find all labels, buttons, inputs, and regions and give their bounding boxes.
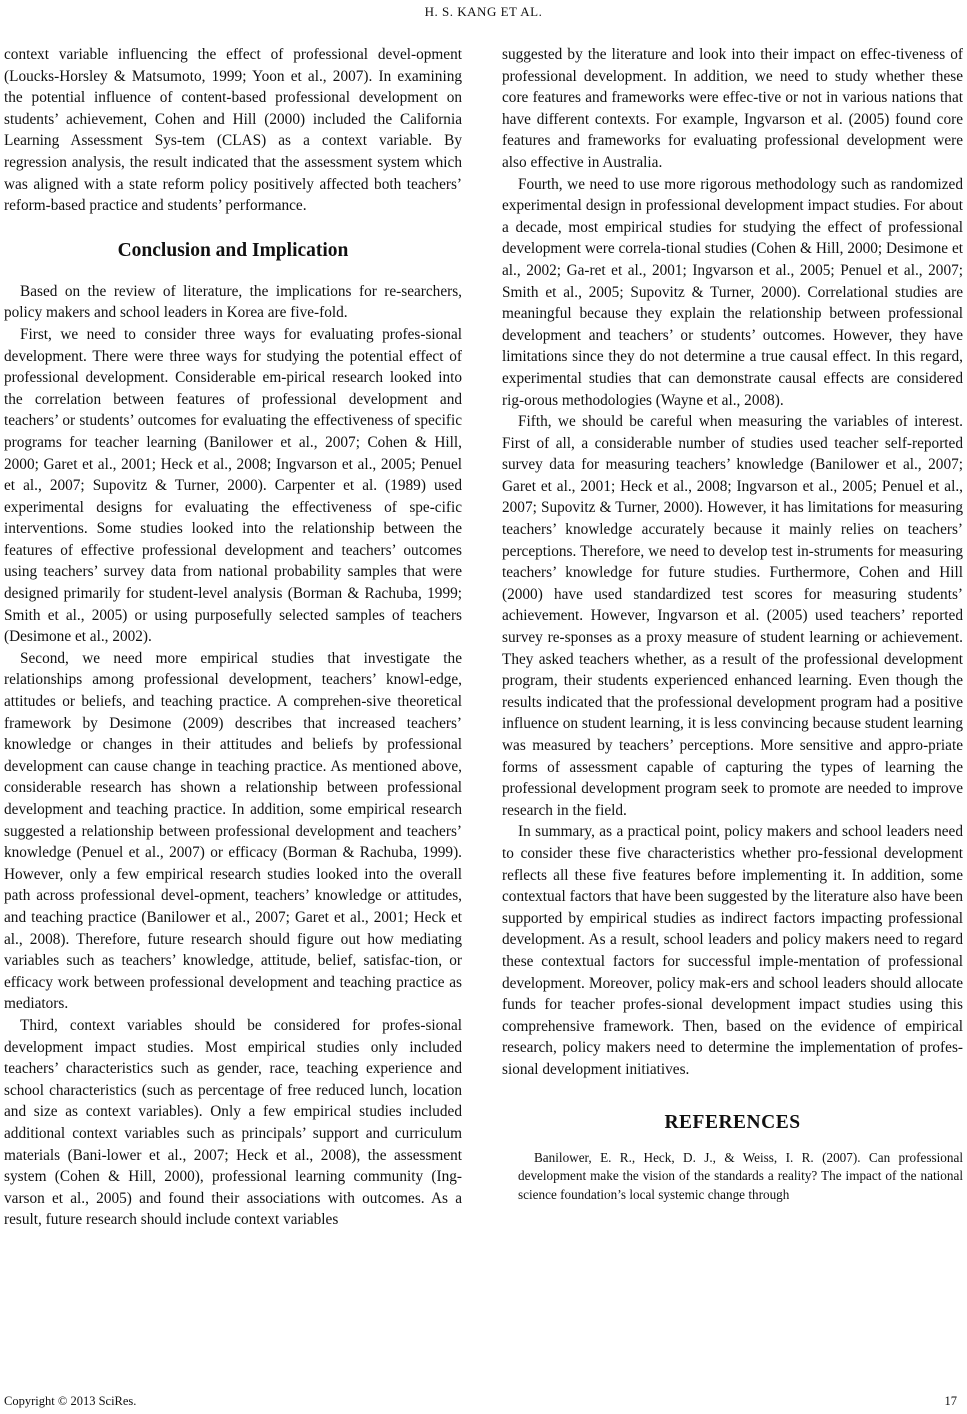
- paragraph: Second, we need more empirical studies that investigate the relationships among professional development, teachers’ knowl-edge, attitudes or beliefs, and teaching practice. A comprehen-sive theoretical framework by Desimone (2009) describes that increased teachers’ knowledge or changes in their attitudes and beliefs by professional development can cause change in teaching practice. As mentioned above, considerable research has shown a relationship between professional development and teaching practice. In addition, some empirical research suggested a relationship between professional development and teachers’ knowledge (Penuel et al., 2007) or efficacy (Borman & Rachuba, 1999). However, only a few empirical research studies looked into the overall path across professional devel-opment, teachers’ knowledge or attitudes, and teaching practice (Banilower et al., 2007; Garet et al., 2001; Heck et al., 2008). Therefore, future research should figure out how mediating variables such as teachers’ knowledge, attitude, belief, satisfac-tion, or efficacy work between professional development and teaching practice as mediators.: [4, 649, 462, 1013]
- left-column: [4, 44, 462, 1231]
- paragraph: Third, context variables should be considered for profes-sional development impact studies. Most empirical studies only included teachers’ characteristics such as gender, race, teaching experience and school characteristics (such as percentage of free reduced lunch, location and size as context variables). Only a few empirical studies included additional context variables such as principals’ support and curriculum materials (Bani-lower et al., 2007; Heck et al., 2008), the assessment system (Cohen & Hill, 2000), professional learning community (Ing-varson et al., 2005) and found their associations with outcomes. As a result, future research should include context variables: [4, 1016, 462, 1229]
- paragraph: context variable influencing the effect of professional devel-opment (Loucks-Horsley & Matsumoto, 1999; Yoon et al., 2007). In examining the potential influence of content-based professional development on students’ achievement, Cohen and Hill (2000) included the California Learning Assessment Sys-tem (CLAS) as a context variable. By regression analysis, the result indicated that the assessment system which was aligned with a state reform policy positively affected both teachers’ reform-based practice and students’ performance.: [4, 46, 462, 215]
- right-column: [502, 44, 963, 1204]
- paragraph: suggested by the literature and look into their impact on effec-tiveness of professional development. In addition, we need to study whether these core features and frameworks were effec-tive or not in various nations that have different contexts. For example, Ingvarson et al. (2005) found core features and frameworks for evaluating professional development were also effective in Australia.: [502, 46, 963, 171]
- paragraph: Fifth, we should be careful when measuring the variables of interest. First of all, a considerable number of studies used teacher self-reported survey data for measuring teachers’ knowledge (Banilower et al., 2007; Garet et al., 2001; Heck et al., 2008; Ingvarson et al., 2005; Penuel et al., 2007; Supovitz & Turner, 2000). However, it has limitations for measuring teachers’ knowledge accurately because it mainly relies on teachers’ perceptions. Therefore, we need to develop test in-struments for measuring teachers’ knowledge for future studies. Furthermore, Cohen and Hill (2000) have used standardized test scores for measuring students’ achievement. However, Ingvarson et al. (2005) used teachers’ reported survey re-sponses as a proxy measure of student learning or achievement. They asked teachers whether, as a result of the professional development program, their students experienced enhanced learning. Even though the results indicated that the professional development program had a positive influence on student learning, it is less convincing because student learning was measured by teachers’ perceptions. More sensitive and appro-priate forms of assessment capable of capturing the types of learning the professional development program seek to promote are needed to improve research in the field.: [502, 413, 963, 819]
- section-title: Conclusion and Implication: [117, 239, 349, 261]
- reference-entry: Banilower, E. R., Heck, D. J., & Weiss, I. R. (2007). Can professional development make the vision of the standards a reality? The impact of the national science foundation’s local systemic change through: [518, 1149, 963, 1202]
- paragraph: Fourth, we need to use more rigorous methodology such as randomized experimental design in professional development impact studies. For about a decade, most empirical studies for studying the effect of professional development were correla-tional studies (Cohen & Hill, 2000; Desimone et al., 2002; Ga-ret et al., 2001; Ingvarson et al., 2005; Penuel et al., 2007; Smith et al., 2005; Supovitz & Turner, 2000). Correlational studies are meaningful because they explain the relationship between professional development and teachers’ or students’ outcomes. However, they have limitations since they do not determine a true causal effect. In this regard, experimental studies that can demonstrate causal effects are considered rig-orous methodologies (Wayne et al., 2008).: [502, 175, 963, 409]
- page-number: 17: [944, 1394, 957, 1408]
- paragraph: In summary, as a practical point, policy makers and school leaders need to consider these five characteristics whether pro-fessional development reflects all these five features before implementing it. In addition, some contextual factors that have been suggested by the literature also have been supported by empirical studies as indirect factors impacting professional development. As a result, school leaders and policy makers need to regard these contextual factors for successful imple-mentation of professional development. Moreover, policy mak-ers and school leaders should allocate funds for teacher profes-sional development impact studies using this comprehensive framework. Then, based on the evidence of empirical research, policy makers need to determine the implementation of profes-sional development initiatives.: [502, 823, 963, 1078]
- paragraph: First, we need to consider three ways for evaluating profes-sional development. There were three ways for studying the potential effect of professional development. Considerable em-pirical research looked into the correlation between features of professional development and teachers’ or students’ outcomes for evaluating the effectiveness of specific programs for teacher learning (Banilower et al., 2007; Cohen & Hill, 2000; Garet et al., 2001; Heck et al., 2008; Ingvarson et al., 2005; Penuel et al., 2007; Supovitz & Turner, 2000). Carpenter et al. (1989) used experimental designs for evaluating the effectiveness of spe-cific interventions. Some studies looked into the relationship between the features of effective professional development and teachers’ outcomes using teachers’ survey data from national probability samples that were designed primarily for student-level analysis (Borman & Rachuba, 1999; Smith et al., 2005) or using purposefully selected samples of teachers (Desimone et al., 2002).: [4, 325, 462, 646]
- paragraph: Based on the review of literature, the implications for re-searchers, policy makers and school leaders in Korea are five-fold.: [4, 282, 462, 322]
- references-title: REFERENCES: [664, 1111, 801, 1133]
- copyright-notice: Copyright © 2013 SciRes.: [4, 1394, 137, 1408]
- running-head: H. S. KANG ET AL.: [424, 4, 543, 19]
